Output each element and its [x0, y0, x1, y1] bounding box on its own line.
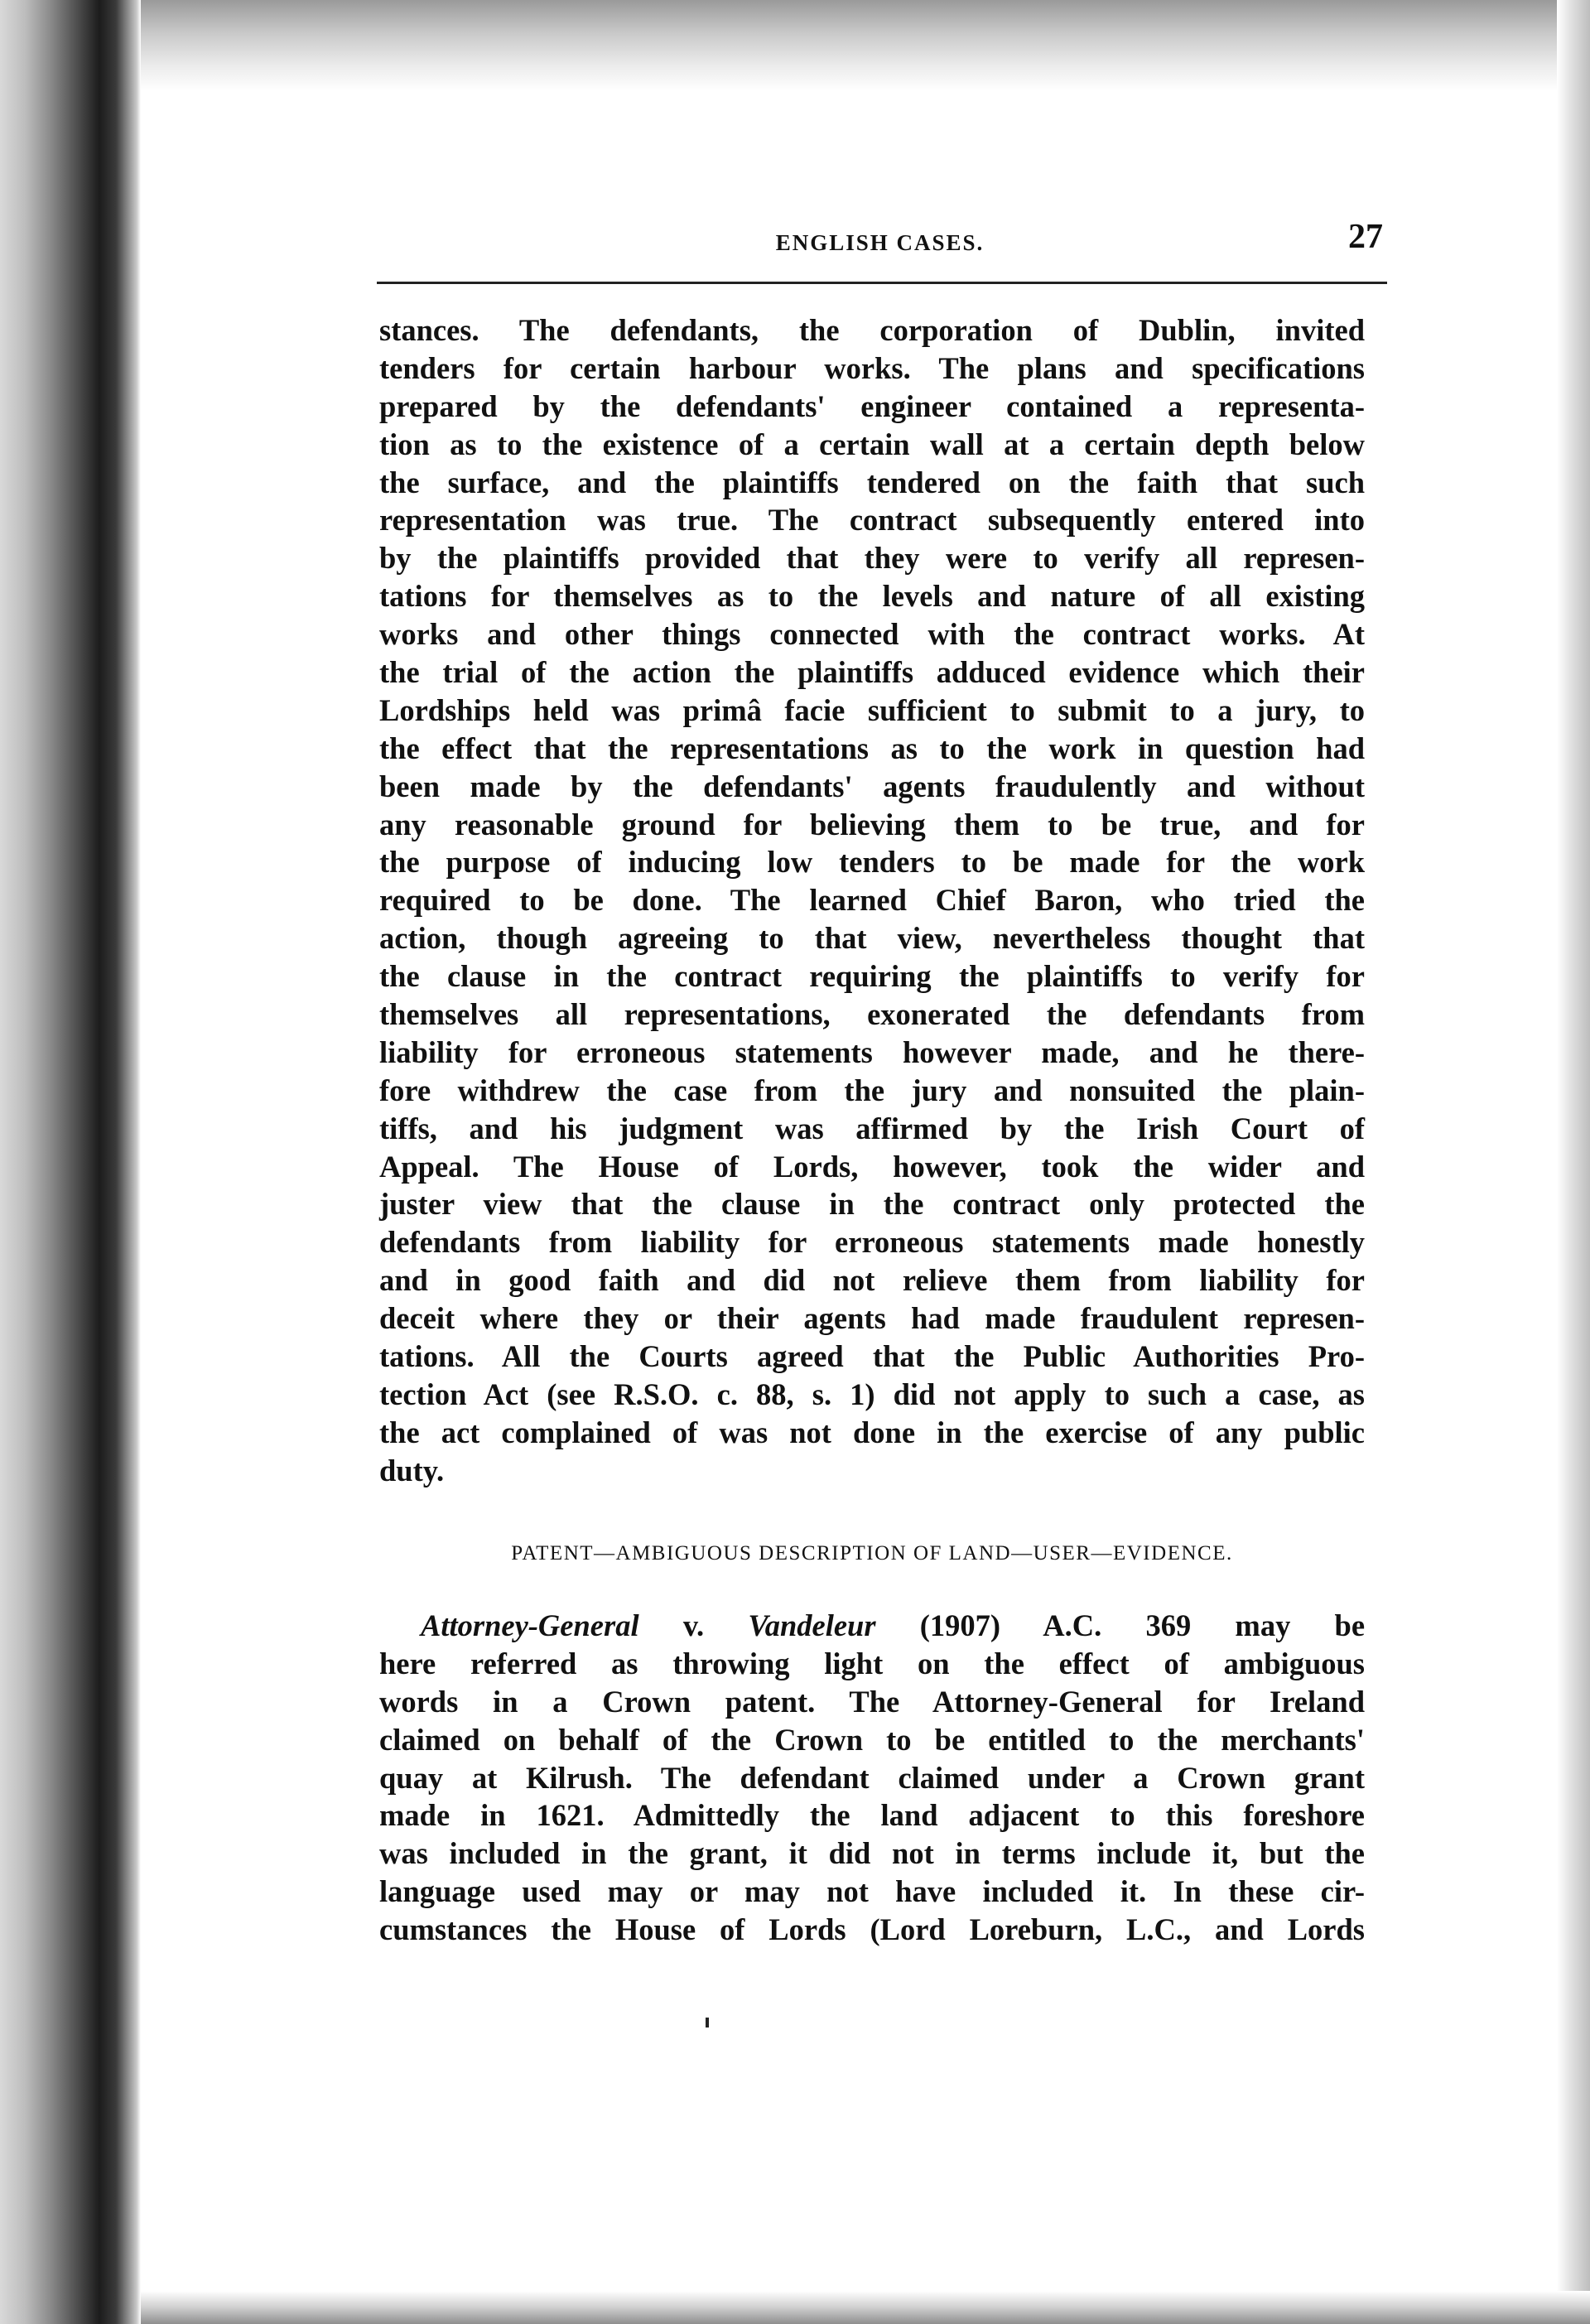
- text-line: stances. The defendants, the corporation of Dublin, invited: [379, 313, 1365, 347]
- text-line: juster view that the clause in the contract only protected the: [379, 1187, 1365, 1222]
- scan-shadow-top: [141, 0, 1590, 91]
- text-line: made in 1621. Admittedly the land adjacent to this foreshore: [379, 1798, 1365, 1833]
- text-line: Appeal. The House of Lords, however, took the wider and: [379, 1149, 1365, 1184]
- text-line: the clause in the contract requiring the plaintiffs to verify for: [379, 959, 1365, 994]
- citation: (1907) A.C. 369 may be: [919, 1608, 1366, 1642]
- text-line: duty.: [379, 1453, 445, 1487]
- scan-shadow-left: [0, 0, 141, 2324]
- text-line: prepared by the defendants' engineer contained a representa-: [379, 388, 1365, 423]
- text-line: tection Act (see R.S.O. c. 88, s. 1) did not apply to such a case, as: [379, 1377, 1365, 1411]
- text-line: the surface, and the plaintiffs tendered on the faith that such: [379, 465, 1365, 499]
- text-line: the act complained of was not done in the exercise of any public: [379, 1415, 1365, 1449]
- page-header: [377, 217, 1383, 267]
- text-line: language used may or may not have included it. In these cir-: [379, 1874, 1365, 1909]
- text-line: tenders for certain harbour works. The plans and specifications: [379, 350, 1365, 385]
- text-line: the purpose of inducing low tenders to be made for the work: [379, 845, 1365, 880]
- text-line: tiffs, and his judgment was affirmed by the Irish Court of: [379, 1111, 1365, 1145]
- text-line: the trial of the action the plaintiffs adduced evidence which their: [379, 655, 1365, 690]
- text-line-first: [379, 1607, 1365, 1645]
- text-line: the effect that the representations as to the work in question had: [379, 730, 1365, 765]
- text-line: action, though agreeing to that view, nevertheless thought that: [379, 921, 1365, 956]
- scan-speck: [706, 2018, 709, 2027]
- text-line: cumstances the House of Lords (Lord Loreburn, L.C., and Lords: [379, 1912, 1365, 1947]
- text-line: tations. All the Courts agreed that the Public Authorities Pro-: [379, 1339, 1365, 1374]
- text-line: works and other things connected with the contract works. At: [379, 617, 1365, 652]
- text-line: words in a Crown patent. The Attorney-General for Ireland: [379, 1684, 1365, 1719]
- text-line: defendants from liability for erroneous statements made honestly: [379, 1225, 1365, 1260]
- text-line: representation was true. The contract subsequently entered into: [379, 503, 1365, 538]
- text-line: any reasonable ground for believing them to be true, and for: [379, 807, 1365, 841]
- header-rule: [377, 282, 1387, 284]
- text-line: required to be done. The learned Chief Baron, who tried the: [379, 883, 1365, 918]
- paragraph-2: [379, 1607, 1365, 1949]
- versus: v.: [682, 1608, 705, 1642]
- text-line: Lordships held was primâ facie sufficient to submit to a jury, to: [379, 692, 1365, 727]
- paragraph-1: [379, 311, 1365, 1490]
- text-line: here referred as throwing light on the effect of ambiguous: [379, 1646, 1365, 1680]
- running-head: ENGLISH CASES.: [775, 230, 985, 255]
- scan-shadow-right: [1557, 0, 1590, 2324]
- text-line: claimed on behalf of the Crown to be entitled to the merchants': [379, 1722, 1365, 1757]
- text-line: by the plaintiffs provided that they were to verify all represen-: [379, 541, 1365, 576]
- text-line: deceit where they or their agents had made fraudulent represen-: [379, 1301, 1365, 1336]
- text-line: tations for themselves as to the levels and nature of all existing: [379, 579, 1365, 614]
- text-line: liability for erroneous statements however made, and he there-: [379, 1034, 1365, 1069]
- text-line: was included in the grant, it did not in terms include it, but the: [379, 1836, 1365, 1871]
- text-line: and in good faith and did not relieve them from liability for: [379, 1263, 1365, 1298]
- case-name: Attorney-General: [421, 1608, 639, 1642]
- case-party: Vandeleur: [748, 1608, 876, 1642]
- text-line: themselves all representations, exonerated the defendants from: [379, 997, 1365, 1032]
- section-heading: PATENT—AMBIGUOUS DESCRIPTION OF LAND—USER—EVIDENCE.: [511, 1542, 1233, 1565]
- scan-shadow-bottom: [141, 2291, 1590, 2324]
- text-line: quay at Kilrush. The defendant claimed under a Crown grant: [379, 1760, 1365, 1795]
- text-line: been made by the defendants' agents fraudulently and without: [379, 769, 1365, 803]
- page-number: 27: [1348, 218, 1383, 256]
- text-line: fore withdrew the case from the jury and nonsuited the plain-: [379, 1073, 1365, 1107]
- text-line: tion as to the existence of a certain wall at a certain depth below: [379, 427, 1365, 461]
